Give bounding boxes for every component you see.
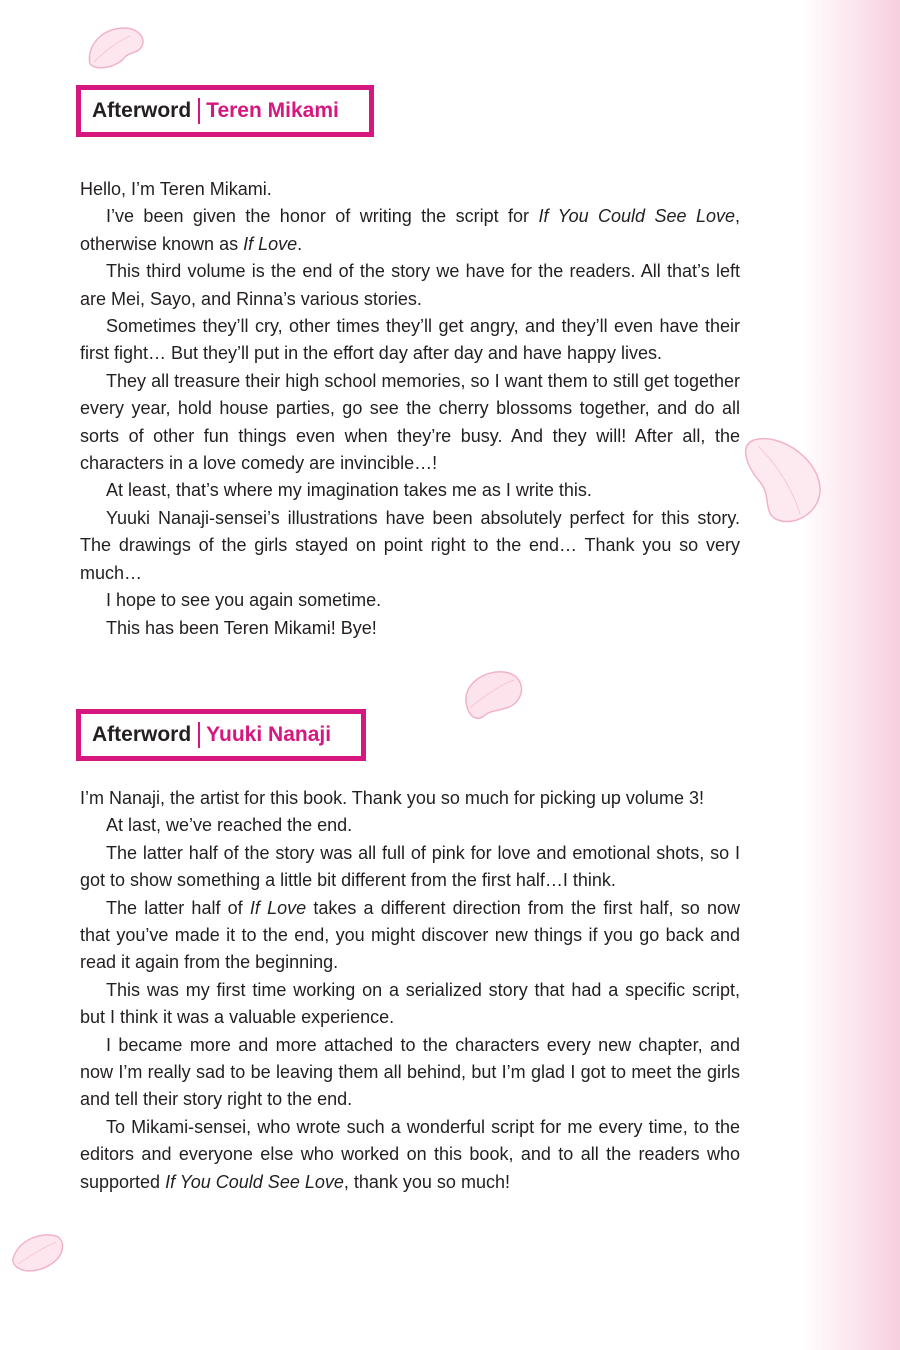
text-run: I hope to see you again sometime. <box>106 590 382 611</box>
paragraph <box>80 505 740 587</box>
author-name: Teren Mikami <box>206 99 339 122</box>
text-run: This third volume is the end of the story we have for the readers. All that’s left are Mei, Sayo, and Rinna’s various stories. <box>80 261 740 309</box>
text-run: I’ve been given the honor of writing the script for <box>106 206 539 227</box>
text-run: This was my first time working on a serialized story that had a specific script, but I think it was a valuable experience. <box>80 979 740 1028</box>
paragraph <box>80 977 740 1032</box>
text-run: , otherwise known as <box>80 206 740 254</box>
paragraph <box>80 812 740 839</box>
text-run: , thank you so much! <box>343 1171 510 1192</box>
paragraph <box>80 258 740 313</box>
text-run: takes a different direction from the first half, so now that you’ve made it to the end, you might discover new things if you go back and read it again from the beginning. <box>80 897 740 973</box>
afterword-body-mikami <box>80 176 740 642</box>
paragraph <box>80 203 740 258</box>
text-run: At last, we’ve reached the end. <box>106 815 353 836</box>
title-italic: If You Could See Love <box>538 206 735 227</box>
paragraph <box>80 785 740 812</box>
text-run: I became more and more attached to the characters every new chapter, and now I’m really sad to be leaving them all behind, but I’m glad I got to meet the girls and tell their story right to the end. <box>80 1034 740 1110</box>
text-run: Hello, I’m Teren Mikami. <box>80 179 272 199</box>
title-italic: If You Could See Love <box>165 1171 344 1192</box>
text-run: . <box>297 233 303 254</box>
paragraph <box>80 895 740 977</box>
text-run: Yuuki Nanaji-sensei’s illustrations have been absolutely perfect for this story. The drawings of the girls stayed on point right to the end… Thank you so very much… <box>80 507 740 583</box>
afterword-header-nanaji <box>76 709 366 761</box>
paragraph <box>80 176 740 203</box>
header-divider <box>198 98 200 124</box>
text-run: To Mikami-sensei, who wrote such a wonderful script for me every time, to the editors and everyone else who worked on this book, and to all the readers who supported <box>80 1116 740 1192</box>
text-run: The latter half of the story was all full of pink for love and emotional shots, so I got to show something a little bit different from the first half…I think. <box>80 842 740 891</box>
paragraph <box>80 1032 740 1114</box>
header-divider <box>198 722 200 748</box>
text-run: The latter half of <box>106 897 250 918</box>
afterword-body-nanaji <box>80 785 740 1196</box>
paragraph <box>80 1114 740 1196</box>
title-italic: If Love <box>249 897 307 918</box>
title-italic: If Love <box>243 233 298 254</box>
afterword-header-mikami <box>76 85 374 137</box>
paragraph <box>80 615 740 642</box>
paragraph <box>80 587 740 614</box>
author-name: Yuuki Nanaji <box>206 723 332 746</box>
paragraph <box>80 368 740 478</box>
petal-icon <box>10 1230 66 1274</box>
paragraph <box>80 313 740 368</box>
text-run: I’m Nanaji, the artist for this book. Thank you so much for picking up volume 3! <box>80 788 704 808</box>
petal-icon <box>462 668 526 722</box>
text-run: This has been Teren Mikami! Bye! <box>106 617 377 638</box>
text-run: Sometimes they’ll cry, other times they’ll get angry, and they’ll even have their first fight… But they’ll put in the effort day after day and have happy lives. <box>80 316 740 364</box>
afterword-label: Afterword <box>92 99 192 122</box>
paragraph <box>80 477 740 504</box>
petal-icon <box>742 432 826 528</box>
afterword-label: Afterword <box>92 723 192 746</box>
petal-icon <box>84 24 148 72</box>
paragraph <box>80 840 740 895</box>
pink-page-edge <box>800 0 900 1350</box>
text-run: At least, that’s where my imagination takes me as I write this. <box>106 480 592 501</box>
text-run: They all treasure their high school memories, so I want them to still get together every year, hold house parties, go see the cherry blossoms together, and do all sorts of other fun things even when they’re busy. And they will! After all, the characters in a love comedy are invincible…! <box>80 370 740 474</box>
